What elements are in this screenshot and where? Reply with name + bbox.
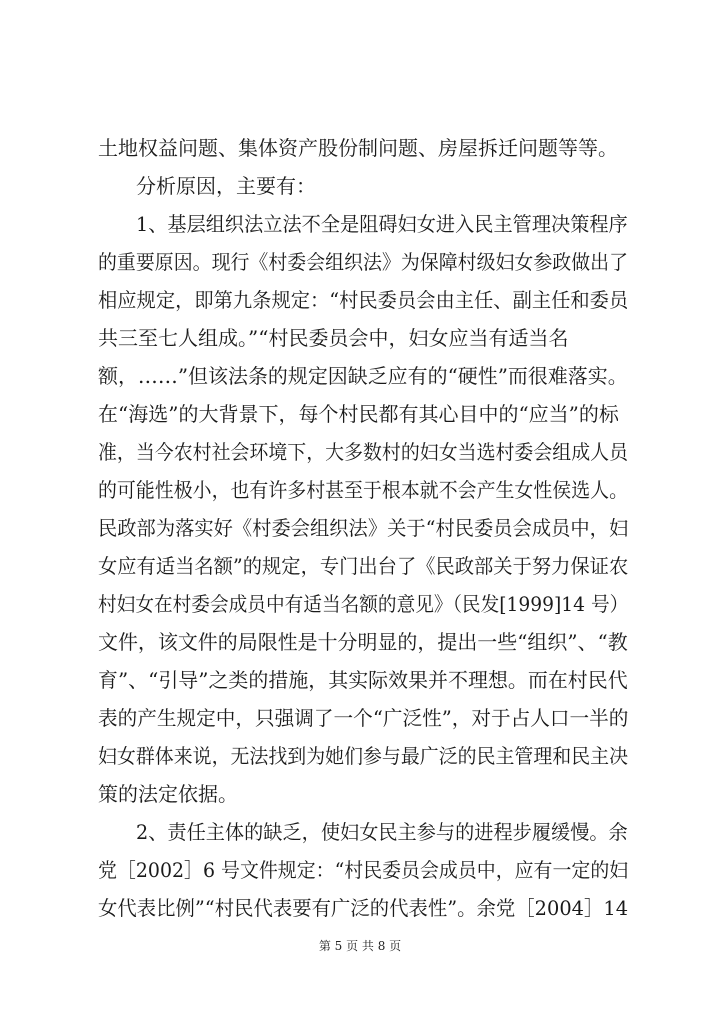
text-line: 表的产生规定中，只强调了一个“广泛性”，对于占人口一半的: [98, 706, 629, 730]
text-line: 民政部为落实好《村委会组织法》关于“村民委员会成员中，妇: [98, 516, 629, 540]
text-line: 相应规定，即第九条规定：“村民委员会由主任、副主任和委员: [98, 288, 629, 312]
text-line: 准，当今农村社会环境下，大多数村的妇女当选村委会组成人员: [98, 440, 628, 464]
text-line: 分析原因，主要有：: [136, 174, 316, 198]
text-line: 育”、“引导”之类的措施，其实际效果并不理想。而在村民代: [98, 668, 628, 692]
text-line: 策的法定依据。: [98, 782, 238, 806]
page-footer: 第 5 页 共 8 页: [318, 939, 402, 953]
text-line: 在“海选”的大背景下，每个村民都有其心目中的“应当”的标: [98, 402, 619, 426]
text-line: 文件，该文件的局限性是十分明显的，提出一些“组织”、“教: [98, 630, 628, 654]
text-line: 额，……”但该法条的规定因缺乏应有的“硬性”而很难落实。: [98, 364, 628, 388]
text-line: 的重要原因。现行《村委会组织法》为保障村级妇女参政做出了: [98, 250, 628, 274]
text-line: 女应有适当名额”的规定，专门出台了《民政部关于努力保证农: [98, 554, 629, 578]
text-line: 村妇女在村委会成员中有适当名额的意见》（民发[1999]14 号）: [98, 592, 629, 616]
text-line: 妇女群体来说，无法找到为她们参与最广泛的民主管理和民主决: [98, 744, 628, 768]
text-line: 2、责任主体的缺乏，使妇女民主参与的进程步履缓慢。余: [136, 820, 628, 844]
text-line: 党［2002］6 号文件规定：“村民委员会成员中，应有一定的妇: [98, 858, 629, 882]
text-line: 1、基层组织法立法不全是阻碍妇女进入民主管理决策程序: [136, 212, 628, 236]
text-line: 的可能性极小，也有许多村甚至于根本就不会产生女性侯选人。: [98, 478, 628, 502]
text-line: 女代表比例”“村民代表要有广泛的代表性”。余党［2004］14: [98, 896, 629, 920]
text-line: 土地权益问题、集体资产股份制问题、房屋拆迁问题等等。: [98, 136, 618, 160]
text-line: 共三至七人组成。”“村民委员会中，妇女应当有适当名: [98, 326, 569, 350]
